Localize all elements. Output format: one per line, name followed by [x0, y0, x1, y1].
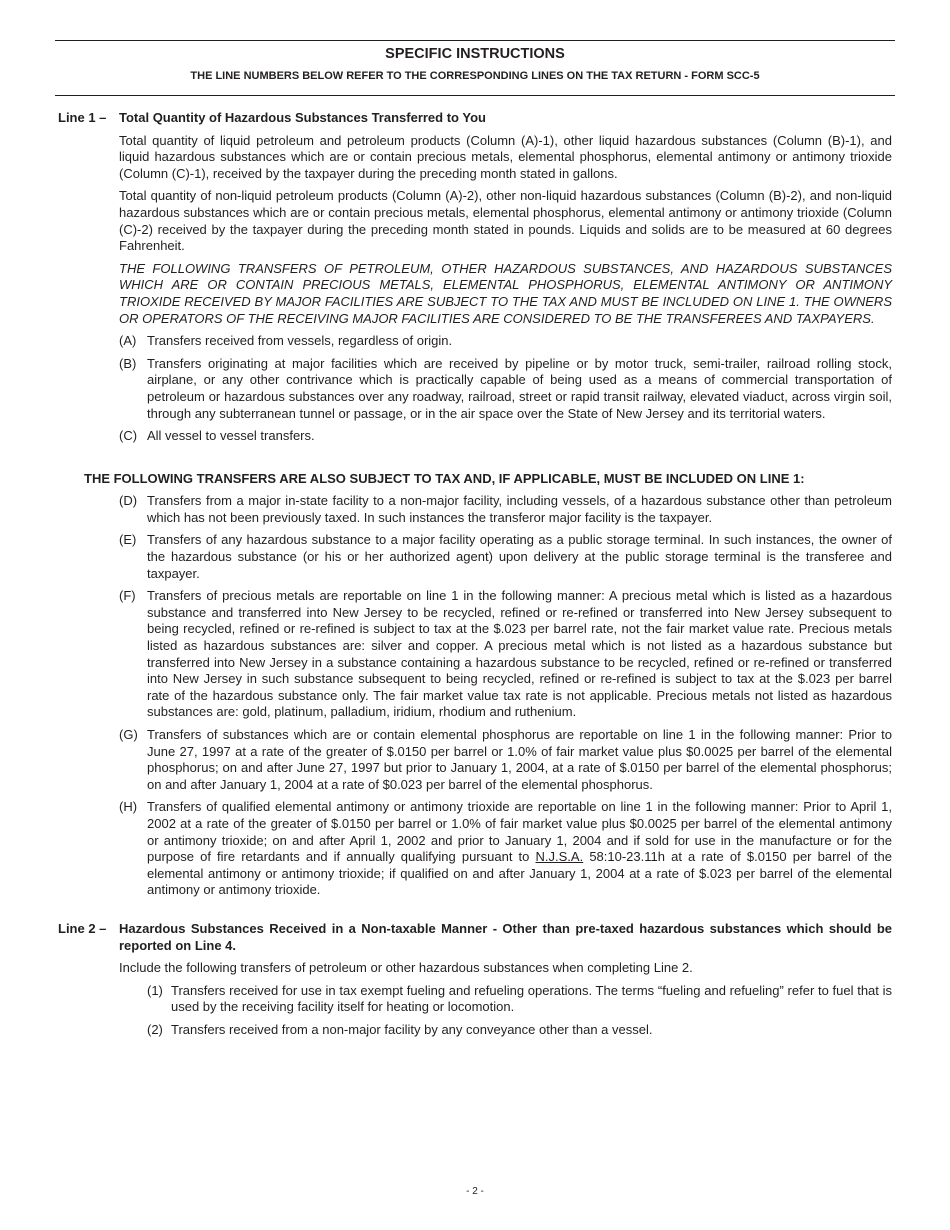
also-subject-heading: THE FOLLOWING TRANSFERS ARE ALSO SUBJECT TO TAX AND, IF APPLICABLE, MUST BE INCLUDED ON LINE 1:: [84, 470, 805, 486]
list-item-text: Transfers received from a non-major facility by any conveyance other than a vessel.: [171, 1021, 653, 1037]
list-item-label: (F): [119, 588, 136, 604]
list-item-label: (C): [119, 428, 138, 444]
line2-heading: [58, 921, 892, 954]
list-item-text: Transfers received from vessels, regardless of origin.: [147, 333, 453, 349]
list-item-text: Transfers of any hazardous substance to a major facility operating as a public storage terminal. In such instances, the owner of the hazardous substance (or his or her authorized agent) upon delivery at the public storage terminal is the transferee and taxpayer.: [147, 532, 892, 581]
statute-citation: N.J.S.A.: [535, 849, 584, 865]
list-item-text: Transfers of substances which are or contain elemental phosphorus are reportable on line 1 in the following manner: Prior to June 27, 1997 at a rate of the greater of $.0150 per barrel or 1.0% of fair market value plus $0.0025 per barrel of the elemental phosphorus; on and after June 27, 1997 but prior to January 1, 2004, at a rate of $.0150 per barrel of the elemental phosphorus; on and after January 1, 2004 at a rate of $0.023 per barrel of the elemental phosphorus.: [147, 727, 892, 792]
line2-number: Line 2 –: [58, 920, 107, 936]
list-item-text: Transfers originating at major facilities which are received by pipeline or by motor truck, semi-trailer, railroad rolling stock, airplane, or any other contrivance which is practically capable of being used as a means of commercial transportation of petroleum or hazardous substances over any roadway, railroad, street or rapid transit railway, elevated viaduct, across virgin soil, through any subterranean tunnel or passage, or in the air space over the State of New Jersey and its territorial waters.: [147, 355, 892, 421]
page-subtitle: THE LINE NUMBERS BELOW REFER TO THE CORRESPONDING LINES ON THE TAX RETURN - FORM SCC-5: [190, 70, 760, 82]
list-item-label: (A): [119, 333, 137, 349]
page-title: SPECIFIC INSTRUCTIONS: [385, 46, 565, 62]
page-number: - 2 -: [466, 1186, 484, 1197]
list-item-label: (E): [119, 532, 137, 548]
list-item-label: (G): [119, 727, 138, 742]
list-item-label: (D): [119, 493, 138, 509]
top-rule: [55, 40, 895, 41]
list-item-text: Transfers of precious metals are reportable on line 1 in the following manner: A precious metal which is listed as a hazardous substance and transferred into New Jersey to be recycled, refined or re-refined or transferred into New Jersey subsequent to being recycled, refined or re-refined is subject to tax at the $.023 per barrel rate, not the fair market value rate. Precious metals listed as hazardous substances are: silver and copper. A precious metal which is not listed as a hazardous substance but transferred into New Jersey in a substance containing a hazardous substance to be recycled, refined or re-refined or transferred into New Jersey in such substance subsequent to being recycled, refined or re-refined is subject to tax at the $.023 per barrel rate of the hazardous substance only. The fair market value tax rate is not applicable. Precious metals not listed as hazardous substances are: gold, platinum, palladium, iridium, rhodium and ruthenium.: [147, 588, 892, 720]
line1-block: [119, 133, 892, 445]
list-item-d: [119, 493, 892, 526]
also-subject-block: [119, 493, 892, 899]
list-item-b: [119, 356, 892, 422]
list-item-1: [147, 983, 892, 1016]
line2-intro: Include the following transfers of petroleum or other hazardous substances when completing Line 2.: [119, 960, 693, 976]
list-item-text: [147, 799, 892, 899]
list-item-c: [119, 428, 892, 445]
list-item-g: [119, 727, 892, 793]
line2-title: Hazardous Substances Received in a Non-taxable Manner - Other than pre-taxed hazardous substances which should be reported on Line 4.: [119, 920, 892, 953]
section-spacer: [58, 899, 892, 921]
line1-paragraph-nonliquid: Total quantity of non-liquid petroleum products (Column (A)-2), other non-liquid hazardous substances (Column (B)-2), and non-liquid hazardous substances which are or contain precious metals, elemental phosphorus, elemental antimony or antimony trioxide (Column (C)-2) received by the taxpayer during the preceding month stated in pounds. Liquids and solids are to be measured at 60 degrees Fahrenheit.: [119, 188, 892, 254]
list-item-label: (2): [147, 1021, 163, 1037]
list-item-a: [119, 333, 892, 350]
header-divider: [55, 95, 895, 96]
list-item-h: [119, 799, 892, 899]
instructions-body: [58, 110, 892, 1039]
list-item-label: (H): [119, 799, 138, 815]
line1-title: Total Quantity of Hazardous Substances Transferred to You: [119, 110, 486, 125]
list-item-text-after: 58:10-23.11h at a rate of $.0150 per barrel of the elemental antimony or antimony trioxide; if qualified on and after January 1, 2004 at a rate of $.023 per barrel of the elemental antimony or antimony trioxide.: [147, 849, 892, 898]
list-item-f: [119, 588, 892, 721]
line2-block: [119, 960, 892, 1038]
list-item-text: Transfers received for use in tax exempt fueling and refueling operations. The terms “fueling and refueling” refer to fuel that is used by the receiving facility itself for heating or locomotion.: [171, 982, 892, 1015]
line1-italic-notice: THE FOLLOWING TRANSFERS OF PETROLEUM, OTHER HAZARDOUS SUBSTANCES, AND HAZARDOUS SUBSTANCES WHICH ARE OR CONTAIN PRECIOUS METALS, ELEMENTAL PHOSPHORUS, ELEMENTAL ANTIMONY OR ANTIMONY TRIOXIDE RECEIVED BY MAJOR FACILITIES ARE SUBJECT TO THE TAX AND MUST BE INCLUDED ON LINE 1. THE OWNERS OR OPERATORS OF THE RECEIVING MAJOR FACILITIES ARE CONSIDERED TO BE THE TRANSFEREES AND TAXPAYERS.: [119, 260, 892, 326]
list-item-text: All vessel to vessel transfers.: [147, 428, 315, 444]
list-item-label: (B): [119, 355, 137, 371]
line1-paragraph-liquid: Total quantity of liquid petroleum and petroleum products (Column (A)-1), other liquid hazardous substances (Column (B)-1), and liquid hazardous substances which are or contain precious metals, elemental phosphorus, elemental antimony or antimony trioxide (Column (C)-1), received by the taxpayer during the preceding month stated in gallons.: [119, 132, 892, 181]
line2-list: [147, 983, 892, 1039]
list-item-e: [119, 532, 892, 582]
list-item-2: [147, 1022, 892, 1039]
line1-heading: [58, 110, 892, 127]
line1-number: Line 1 –: [58, 110, 107, 125]
list-item-text: Transfers from a major in-state facility to a non-major facility, including vessels, of a hazardous substance other than petroleum which has not been previously taxed. In such instances the transferor major facility is the taxpayer.: [147, 493, 892, 525]
list-item-text-before: Transfers of qualified elemental antimony or antimony trioxide are reportable on line 1 in the following manner: Prior to April 1, 2002 at a rate of the greater of $.0150 per barrel or 1.0% of fair market value plus $0.0025 per barrel of the elemental antimony or antimony trioxide; on and after April 1, 2002 and prior to January 1, 2004 and if sold for use in the manufacture or for the purpose of fire retardants and if annually qualifying pursuant to: [147, 799, 892, 865]
list-item-label: (1): [147, 982, 163, 998]
